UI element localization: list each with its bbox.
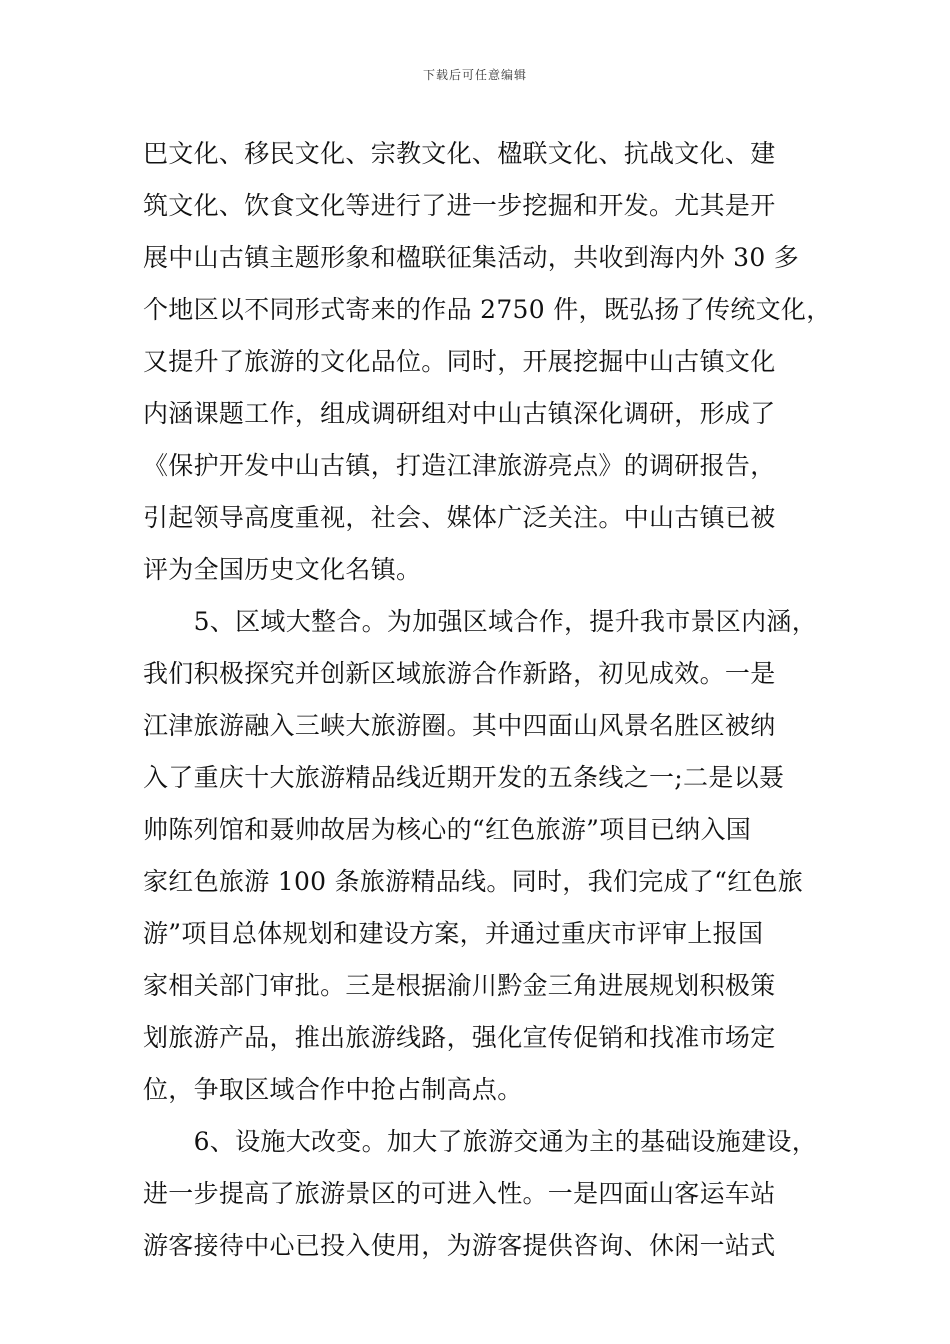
- paragraph-start-line: 6、设施大改变。加大了旅游交通为主的基础设施建设，: [143, 1127, 818, 1156]
- text-line: 江津旅游融入三峡大旅游圈。其中四面山风景名胜区被纳: [143, 711, 776, 740]
- text-line: 入了重庆十大旅游精品线近期开发的五条线之一;二是以聂: [143, 763, 785, 792]
- text-line: 个地区以不同形式寄来的作品 2750 件，既弘扬了传统文化，: [143, 295, 832, 324]
- text-line: 又提升了旅游的文化品位。同时，开展挖掘中山古镇文化: [143, 347, 776, 376]
- text-line: 进一步提高了旅游景区的可进入性。一是四面山客运车站: [143, 1179, 776, 1208]
- text-line: 内涵课题工作，组成调研组对中山古镇深化调研，形成了: [143, 399, 776, 428]
- text-line: 巴文化、移民文化、宗教文化、楹联文化、抗战文化、建: [143, 139, 776, 168]
- text-line: 评为全国历史文化名镇。: [143, 555, 422, 584]
- text-line: 家红色旅游 100 条旅游精品线。同时，我们完成了“红色旅: [143, 867, 804, 896]
- text-line: 家相关部门审批。三是根据渝川黔金三角进展规划积极策: [143, 971, 776, 1000]
- text-line: 展中山古镇主题形象和楹联征集活动，共收到海内外 30 多: [143, 243, 800, 272]
- text-line: 划旅游产品，推出旅游线路，强化宣传促销和找准市场定: [143, 1023, 776, 1052]
- text-line: 我们积极探究并创新区域旅游合作新路，初见成效。一是: [143, 659, 776, 688]
- text-line: 游客接待中心已投入使用，为游客提供咨询、休闲一站式: [143, 1231, 776, 1260]
- text-line: 帅陈列馆和聂帅故居为核心的“红色旅游”项目已纳入国: [143, 815, 752, 844]
- text-line: 游”项目总体规划和建设方案，并通过重庆市评审上报国: [143, 919, 764, 948]
- text-line: 位，争取区域合作中抢占制高点。: [143, 1075, 523, 1104]
- document-body: [143, 128, 832, 1272]
- text-line: 《保护开发中山古镇，打造江津旅游亮点》的调研报告，: [143, 451, 776, 480]
- page-header: 下载后可任意编辑: [422, 68, 527, 82]
- text-line: 筑文化、饮食文化等进行了进一步挖掘和开发。尤其是开: [143, 191, 776, 220]
- paragraph-start-line: 5、区域大整合。为加强区域合作，提升我市景区内涵，: [143, 607, 818, 636]
- text-line: 引起领导高度重视，社会、媒体广泛关注。中山古镇已被: [143, 503, 776, 532]
